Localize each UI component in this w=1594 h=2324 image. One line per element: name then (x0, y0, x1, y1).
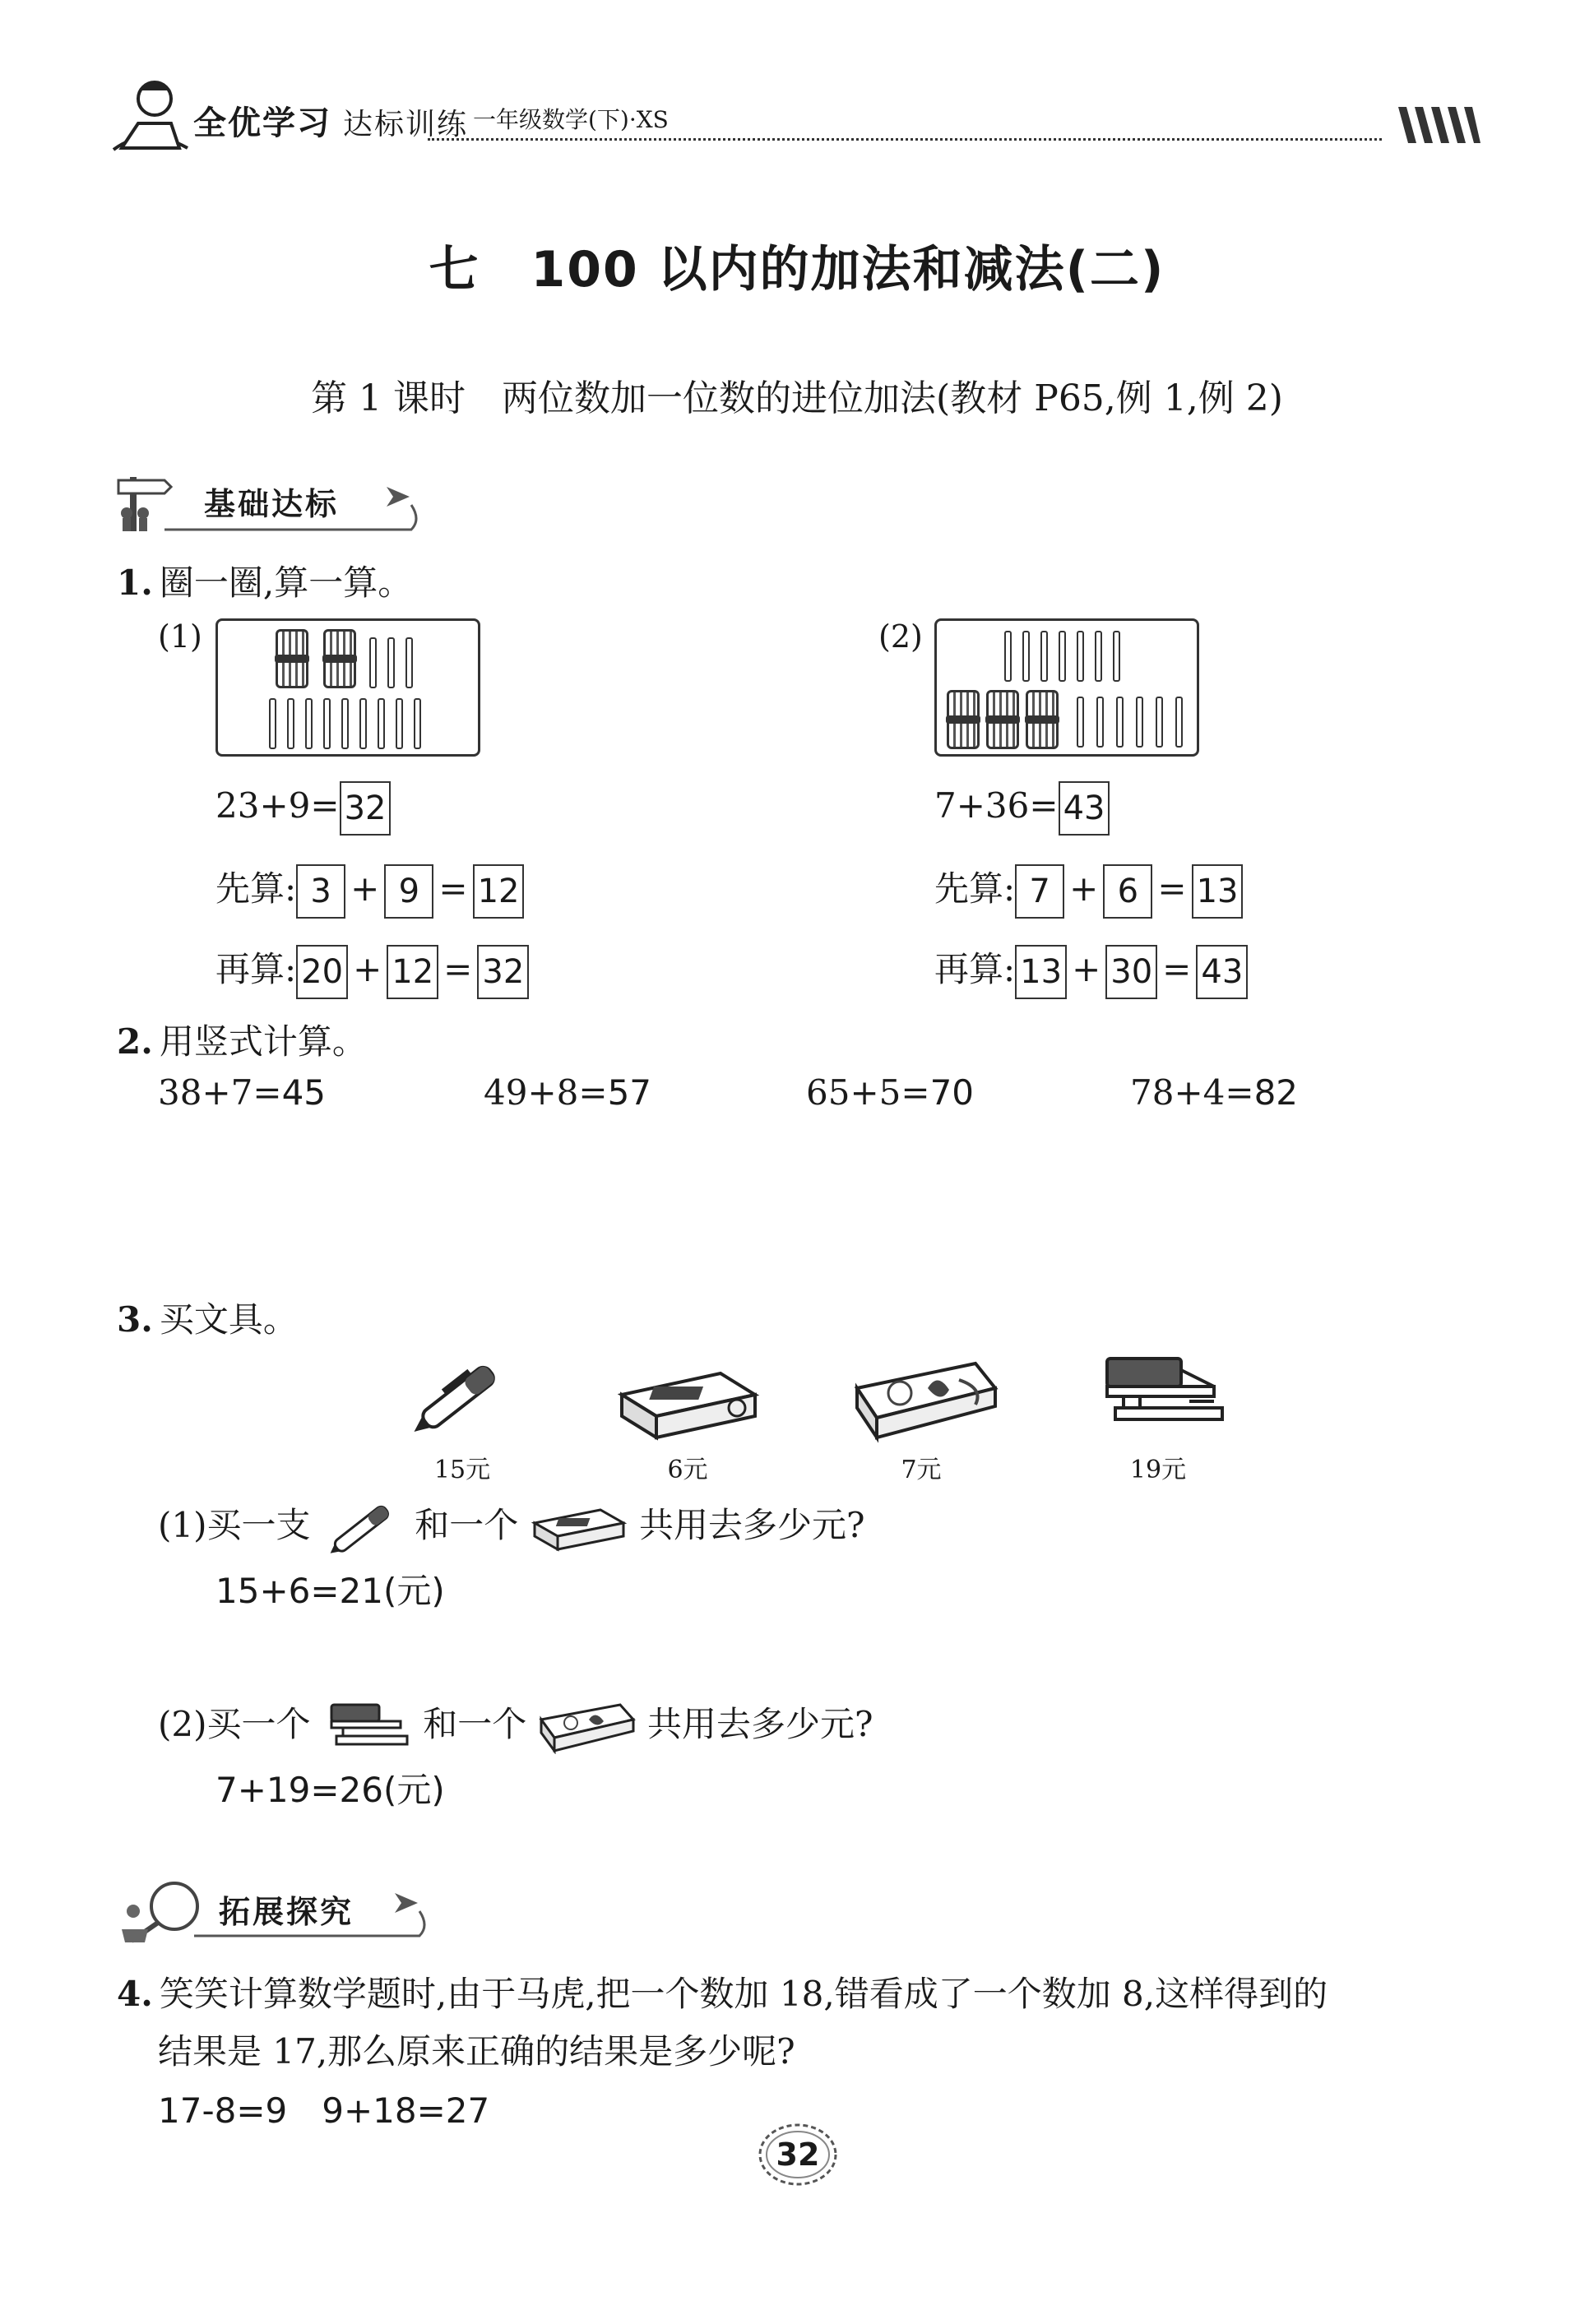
eraser-icon (530, 1503, 628, 1553)
q1-part1-equation (215, 781, 391, 836)
q2-text: 用竖式计算。 (159, 1021, 367, 1062)
single-stick (1136, 697, 1143, 748)
answer-box[interactable]: 43 (1059, 781, 1110, 836)
q3-sub2-text-c: 共用去多少元? (646, 1704, 873, 1744)
q3-sub2-text-a: (2)买一个 (158, 1704, 311, 1744)
answer-box[interactable]: 32 (340, 781, 392, 836)
q2-expression: 78+4= (1130, 1072, 1254, 1113)
single-stick (405, 637, 413, 688)
q1-part1-expression: 23+9= (215, 785, 340, 826)
pencil-case-icon (852, 1355, 1000, 1446)
q3-prompt (117, 1293, 298, 1342)
stapler-icon (1091, 1350, 1230, 1441)
brand-title (111, 97, 468, 144)
q3-text: 买文具。 (159, 1299, 298, 1340)
single-stick (378, 698, 385, 749)
single-stick (1116, 697, 1124, 748)
section-basic-badge (115, 472, 428, 533)
answer-box[interactable]: 3 (296, 864, 345, 919)
q2-expression: 65+5= (806, 1072, 930, 1113)
single-stick (1156, 697, 1163, 748)
answer-box[interactable]: 13 (1192, 864, 1244, 919)
ten-bundle (986, 690, 1019, 749)
price-label: 6元 (667, 1456, 708, 1484)
brand-name: 全优学习 (193, 104, 331, 142)
single-stick (269, 698, 276, 749)
plus-sign: + (1072, 949, 1101, 989)
price-label: 7元 (901, 1456, 942, 1484)
q2-answer: 57 (607, 1072, 652, 1113)
q2-item (484, 1072, 651, 1113)
q2-prompt (117, 1015, 367, 1064)
q2-item (158, 1072, 326, 1113)
q3-sub1-answer: 15+6=21(元) (215, 1571, 445, 1611)
equals-sign: = (1162, 949, 1192, 989)
q1-number: 1. (117, 562, 153, 603)
pen-icon (322, 1499, 404, 1557)
answer-box[interactable]: 20 (296, 945, 348, 999)
q1-part1-label: (1) (158, 618, 202, 655)
answer-box[interactable]: 12 (473, 864, 525, 919)
plus-sign: + (1069, 868, 1099, 909)
lesson-title: 第 1 课时 两位数加一位数的进位加法(教材 P65,例 1,例 2) (311, 377, 1283, 419)
ten-bundle (1026, 690, 1059, 749)
single-stick (1096, 697, 1104, 748)
price-label: 19元 (1129, 1456, 1187, 1484)
q1-part2-equation (934, 781, 1110, 836)
pencil-case-icon (538, 1700, 637, 1754)
q1-text: 圈一圈,算一算。 (159, 562, 413, 603)
section-extend-label: 拓展探究 (219, 1894, 354, 1930)
q1-part1-then-step (215, 942, 529, 999)
single-stick (359, 698, 367, 749)
answer-box[interactable]: 13 (1015, 945, 1067, 999)
q3-sub1-text-c: 共用去多少元? (638, 1505, 865, 1545)
step-label: 先算: (215, 868, 297, 909)
section-basic-label: 基础达标 (204, 486, 340, 522)
equals-sign: = (443, 949, 473, 989)
single-stick (1022, 631, 1030, 682)
price-label: 15元 (433, 1456, 491, 1484)
answer-box[interactable]: 7 (1015, 864, 1064, 919)
section-extend-badge (115, 1878, 436, 1939)
answer-box[interactable]: 32 (477, 945, 529, 999)
single-stick (287, 698, 294, 749)
step-label: 先算: (934, 868, 1016, 909)
header-stripes-icon (1398, 107, 1480, 143)
q1-part2-first-step (934, 862, 1243, 919)
q4-text-line1: 笑笑计算数学题时,由于马虎,把一个数加 18,错看成了一个数加 8,这样得到的 (159, 1974, 1328, 2014)
ten-bundle (323, 629, 356, 688)
page-number: 32 (776, 2137, 820, 2173)
single-stick (396, 698, 403, 749)
single-stick (1175, 697, 1183, 748)
q3-sub1-prompt (158, 1498, 864, 1557)
single-stick (341, 698, 349, 749)
single-stick (323, 698, 331, 749)
answer-box[interactable]: 12 (387, 945, 438, 999)
q2-expression: 38+7= (158, 1072, 282, 1113)
equals-sign: = (438, 868, 468, 909)
brand-subtitle: 达标训练 (343, 108, 469, 141)
q1-part1-first-step (215, 862, 524, 919)
header-dotted-rule (428, 138, 1382, 141)
single-stick (414, 698, 421, 749)
ten-bundle (276, 629, 308, 688)
q2-number: 2. (117, 1021, 153, 1062)
q1-part2-then-step (934, 942, 1248, 999)
q4-number: 4. (117, 1974, 153, 2014)
q1-part2-expression: 7+36= (934, 785, 1059, 826)
equals-sign: = (1157, 868, 1187, 909)
q4-answer: 17-8=9 9+18=27 (158, 2090, 490, 2131)
plus-sign: + (353, 949, 382, 989)
q1-part2-label: (2) (878, 618, 923, 655)
single-stick (387, 637, 395, 688)
single-stick (1113, 631, 1120, 682)
q2-expression: 49+8= (484, 1072, 608, 1113)
q3-sub2-prompt (158, 1697, 873, 1754)
pen-icon (400, 1345, 523, 1444)
q4-line1 (117, 1967, 1328, 2016)
q2-answer: 45 (281, 1072, 327, 1113)
single-stick (1040, 631, 1048, 682)
answer-box[interactable]: 9 (384, 864, 433, 919)
answer-box[interactable]: 30 (1105, 945, 1157, 999)
header-subtitle: 一年级数学(下)·XS (473, 106, 669, 133)
q2-item (1130, 1072, 1298, 1113)
step-label: 再算: (934, 949, 1016, 989)
step-label: 再算: (215, 949, 297, 989)
single-stick (1004, 631, 1012, 682)
q1-part1-picture (215, 618, 480, 757)
single-stick (1077, 631, 1084, 682)
q2-item (806, 1072, 974, 1113)
q3-sub2-text-b: 和一个 (423, 1704, 527, 1744)
answer-box[interactable]: 6 (1103, 864, 1152, 919)
single-stick (1077, 697, 1084, 748)
single-stick (1095, 631, 1102, 682)
ten-bundle (947, 690, 980, 749)
answer-box[interactable]: 43 (1196, 945, 1248, 999)
single-stick (1059, 631, 1066, 682)
chapter-title: 七 100 以内的加法和减法(二) (429, 241, 1165, 299)
plus-sign: + (350, 868, 380, 909)
q1-prompt (117, 556, 412, 605)
q3-sub1-text-a: (1)买一支 (158, 1505, 311, 1545)
single-stick (369, 637, 377, 688)
q3-sub2-answer: 7+19=26(元) (215, 1770, 445, 1810)
single-stick (305, 698, 313, 749)
eraser-icon (614, 1362, 762, 1441)
q3-number: 3. (117, 1299, 153, 1340)
stapler-icon (322, 1701, 412, 1752)
q2-answer: 82 (1253, 1072, 1299, 1113)
q1-part2-picture (934, 618, 1199, 757)
q2-answer: 70 (929, 1072, 975, 1113)
q3-sub1-text-b: 和一个 (415, 1505, 519, 1545)
q4-line2: 结果是 17,那么原来正确的结果是多少呢? (158, 2031, 795, 2072)
